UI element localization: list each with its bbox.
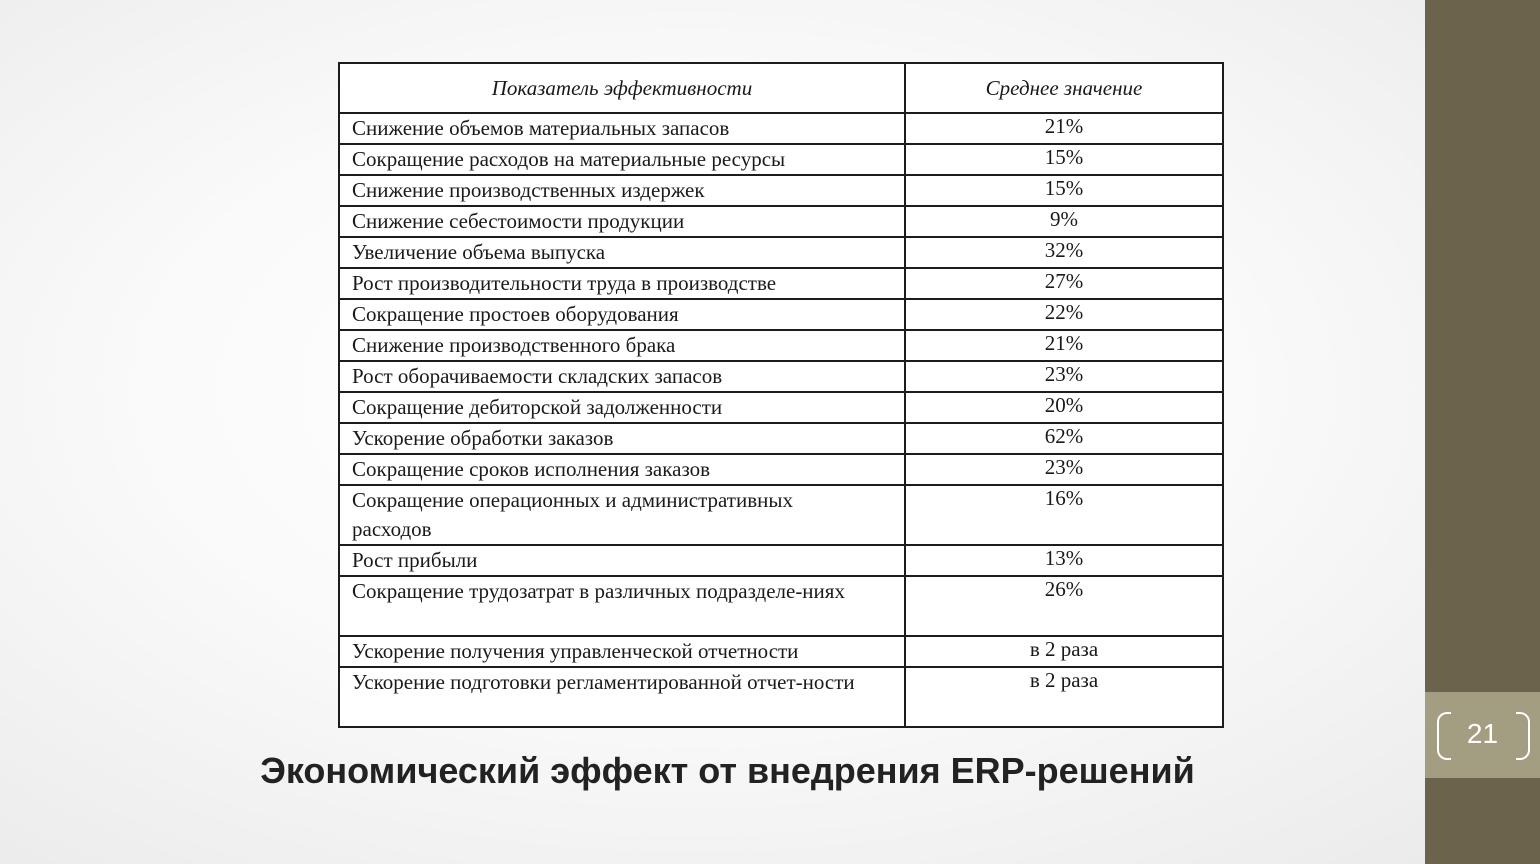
indicator-cell: Рост оборачиваемости складских запасов	[339, 361, 905, 392]
table-row	[339, 667, 1223, 727]
indicator-cell: Снижение производственных издержек	[339, 175, 905, 206]
indicator-cell: Сокращение трудозатрат в различных подразделе-ниях	[339, 576, 905, 636]
table-row	[339, 113, 1223, 144]
value-cell: 22%	[905, 299, 1223, 330]
indicator-cell: Снижение себестоимости продукции	[339, 206, 905, 237]
indicator-cell: Сокращение сроков исполнения заказов	[339, 454, 905, 485]
table-row	[339, 423, 1223, 454]
value-cell: 23%	[905, 454, 1223, 485]
table-row	[339, 268, 1223, 299]
value-cell: 9%	[905, 206, 1223, 237]
header-indicator: Показатель эффективности	[339, 63, 905, 113]
table-row	[339, 576, 1223, 636]
indicator-cell: Ускорение подготовки регламентированной отчет-ности	[339, 667, 905, 727]
table-row	[339, 636, 1223, 667]
indicator-cell: Сокращение операционных и административных расходов	[339, 485, 905, 545]
slide-caption: Экономический эффект от внедрения ERP-решений	[260, 750, 1195, 791]
value-cell: 20%	[905, 392, 1223, 423]
indicator-cell: Ускорение обработки заказов	[339, 423, 905, 454]
value-cell: 32%	[905, 237, 1223, 268]
table-row	[339, 361, 1223, 392]
value-cell: 16%	[905, 485, 1223, 545]
efficiency-table	[338, 62, 1224, 728]
indicator-cell: Рост производительности труда в производстве	[339, 268, 905, 299]
value-cell: 27%	[905, 268, 1223, 299]
value-cell: 21%	[905, 330, 1223, 361]
indicator-cell: Сокращение простоев оборудования	[339, 299, 905, 330]
table-row	[339, 299, 1223, 330]
value-cell: 21%	[905, 113, 1223, 144]
table-row	[339, 206, 1223, 237]
value-cell: 26%	[905, 576, 1223, 636]
indicator-cell: Снижение производственного брака	[339, 330, 905, 361]
header-average-value: Среднее значение	[905, 63, 1223, 113]
table-row	[339, 175, 1223, 206]
value-cell: в 2 раза	[905, 667, 1223, 727]
table-row	[339, 545, 1223, 576]
table-row	[339, 144, 1223, 175]
value-cell: 23%	[905, 361, 1223, 392]
table-row	[339, 237, 1223, 268]
value-cell: 15%	[905, 144, 1223, 175]
right-bracket-decoration	[1516, 712, 1530, 760]
table-row	[339, 454, 1223, 485]
value-cell: 13%	[905, 545, 1223, 576]
indicator-cell: Рост прибыли	[339, 545, 905, 576]
value-cell: в 2 раза	[905, 636, 1223, 667]
table-row	[339, 330, 1223, 361]
indicator-cell: Ускорение получения управленческой отчетности	[339, 636, 905, 667]
table-row	[339, 392, 1223, 423]
indicator-cell: Увеличение объема выпуска	[339, 237, 905, 268]
page-number: 21	[1466, 718, 1499, 749]
indicator-cell: Снижение объемов материальных запасов	[339, 113, 905, 144]
table-row	[339, 485, 1223, 545]
indicator-cell: Сокращение дебиторской задолженности	[339, 392, 905, 423]
indicator-cell: Сокращение расходов на материальные ресурсы	[339, 144, 905, 175]
value-cell: 15%	[905, 175, 1223, 206]
value-cell: 62%	[905, 423, 1223, 454]
table-header-row	[339, 63, 1223, 113]
